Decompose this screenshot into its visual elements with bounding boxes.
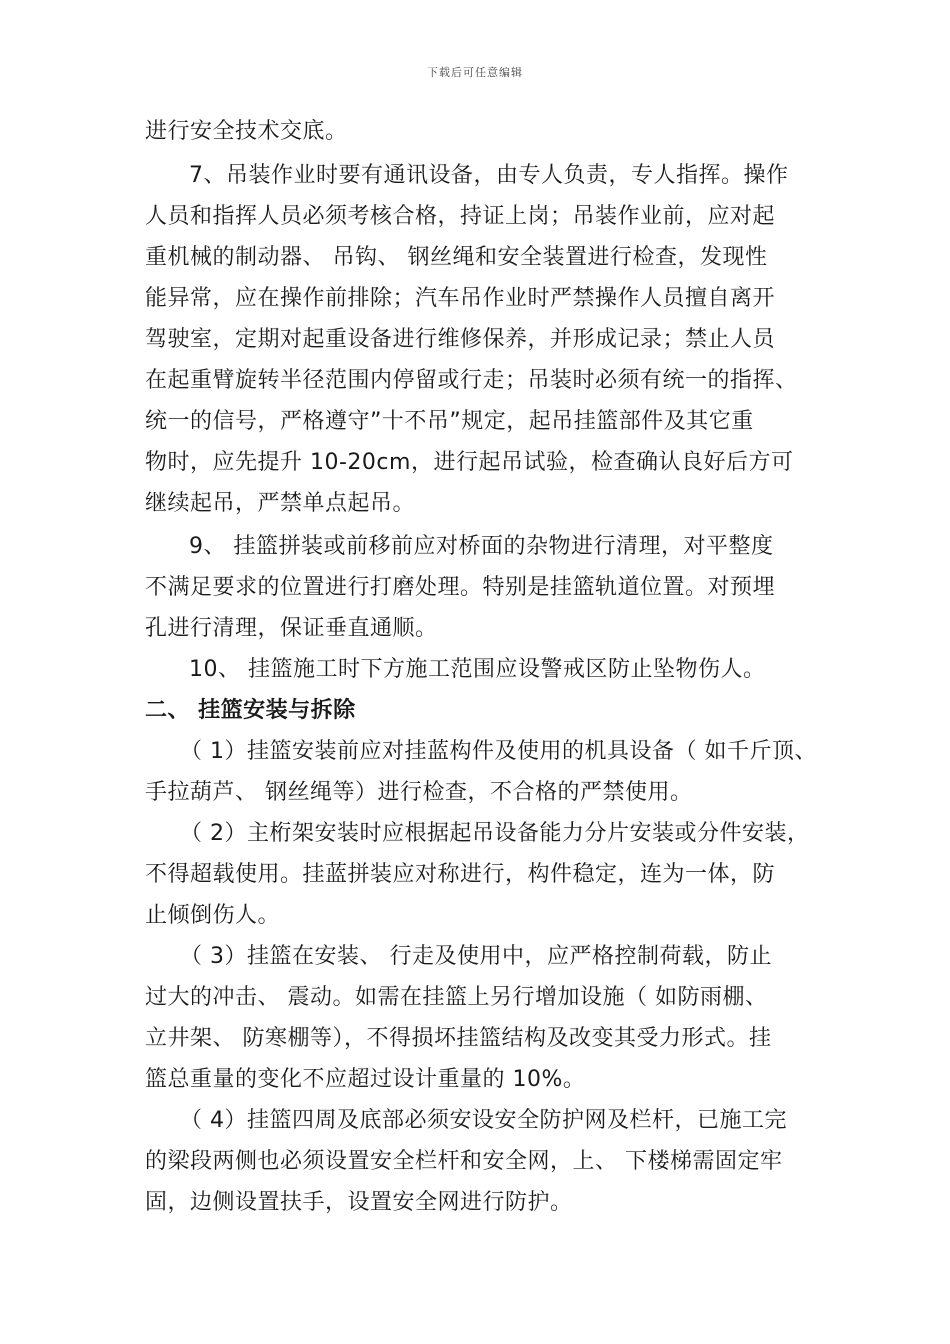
text-line: 重机械的制动器、 吊钩、 钢丝绳和安全装置进行检查，发现性 [145, 245, 768, 270]
paragraph-10: 10、 挂篮施工时下方施工范围应设警戒区防止坠物伤人。 [189, 657, 766, 682]
text-line: 进行安全技术交底。 [145, 119, 348, 144]
paragraph-7-start: 7、吊装作业时要有通讯设备，由专人负责，专人指挥。操作 [189, 163, 789, 188]
item-1-start: （ 1）挂篮安装前应对挂蓝构件及使用的机具设备（ 如千斤顶、 [180, 739, 817, 764]
text-line: 止倾倒伤人。 [145, 903, 281, 928]
item-4-start: （ 4）挂篮四周及底部必须安设安全防护网及栏杆，已施工完 [180, 1108, 787, 1133]
section-heading: 二、 挂篮安装与拆除 [145, 698, 356, 723]
paragraph-9-start: 9、 挂篮拼装或前移前应对桥面的杂物进行清理，对平整度 [189, 534, 774, 559]
page-header-note: 下载后可任意编辑 [427, 66, 523, 79]
item-2-start: （ 2）主桁架安装时应根据起吊设备能力分片安装或分件安装， [180, 821, 810, 846]
text-line: 手拉葫芦、 钢丝绳等）进行检查，不合格的严禁使用。 [145, 780, 693, 805]
text-line: 物时，应先提升 10-20cm，进行起吊试验，检查确认良好后方可 [145, 450, 794, 475]
text-line: 能异常，应在操作前排除；汽车吊作业时严禁操作人员擅自离开 [145, 286, 776, 311]
text-line: 不满足要求的位置进行打磨处理。特别是挂篮轨道位置。对预埋 [145, 575, 776, 600]
text-line: 固，边侧设置扶手，设置安全网进行防护。 [145, 1190, 573, 1215]
item-3-start: （ 3）挂篮在安装、 行走及使用中，应严格控制荷载，防止 [180, 944, 772, 969]
text-line: 的梁段两侧也必须设置安全栏杆和安全网，上、 下楼梯需固定牢 [145, 1149, 783, 1174]
text-line: 过大的冲击、 震动。如需在挂篮上另行增加设施（ 如防雨棚、 [145, 985, 768, 1010]
text-line: 驾驶室，定期对起重设备进行维修保养，并形成记录；禁止人员 [145, 327, 776, 352]
text-line: 孔进行清理，保证垂直通顺。 [145, 616, 438, 641]
text-line: 篮总重量的变化不应超过设计重量的 10%。 [145, 1067, 586, 1092]
text-line: 继续起吊，严禁单点起吊。 [145, 491, 416, 516]
text-line: 立井架、 防寒棚等），不得损坏挂篮结构及改变其受力形式。挂 [145, 1026, 772, 1051]
text-line: 人员和指挥人员必须考核合格，持证上岗；吊装作业前，应对起 [145, 204, 776, 229]
text-line: 统一的信号，严格遵守”十不吊”规定，起吊挂篮部件及其它重 [145, 409, 754, 434]
text-line: 在起重臂旋转半径范围内停留或行走；吊装时必须有统一的指挥、 [145, 368, 798, 393]
text-line: 不得超载使用。挂蓝拼装应对称进行，构件稳定，连为一体，防 [145, 862, 776, 887]
